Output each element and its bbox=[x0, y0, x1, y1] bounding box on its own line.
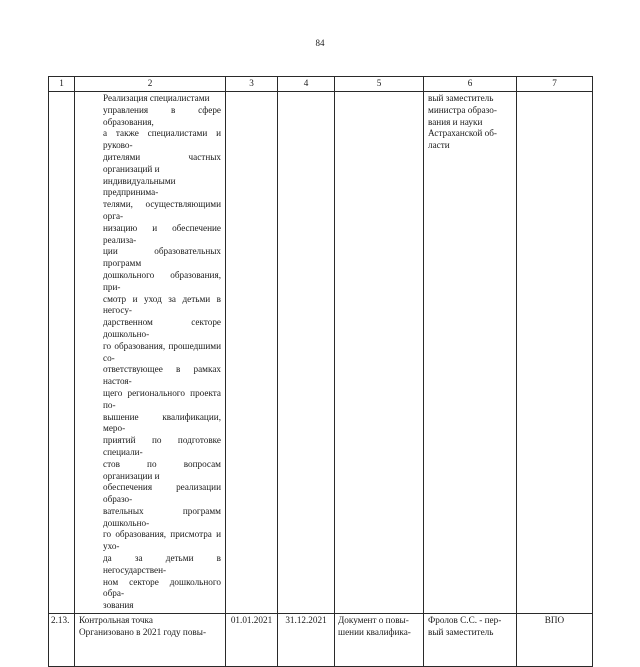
header-cell: 1 bbox=[49, 77, 75, 92]
text-line: обеспечения реализации образо- bbox=[103, 482, 221, 505]
text-line: вышение квалификации, меро- bbox=[103, 411, 221, 434]
row-description bbox=[75, 614, 226, 667]
row-number bbox=[49, 92, 75, 614]
text-line: Астраханской об- bbox=[428, 128, 497, 139]
text-line: телями, осуществляющими орга- bbox=[103, 199, 221, 221]
text-line: Реализация специалистами bbox=[103, 93, 210, 103]
plan-table bbox=[48, 76, 593, 667]
text-line: шении квалифика- bbox=[338, 626, 411, 637]
header-cell: 5 bbox=[335, 77, 424, 92]
text-line: Фролов С.С. - пер- bbox=[428, 615, 502, 626]
text-line: низацию и обеспечение реализа- bbox=[103, 222, 221, 245]
table-row bbox=[49, 614, 593, 667]
row-end-date: 31.12.2021 bbox=[278, 614, 335, 667]
text-line: вания и науки bbox=[428, 116, 483, 127]
row-number: 2.13. bbox=[49, 614, 75, 667]
page-number: 84 bbox=[315, 38, 325, 48]
text-line: зования bbox=[103, 600, 134, 611]
row-executor bbox=[424, 614, 517, 667]
text-line: а также специалистами и руково- bbox=[103, 128, 221, 151]
text-line: го образования, присмотра и ухо- bbox=[103, 529, 221, 552]
header-cell: 2 bbox=[75, 77, 226, 92]
text-line: управления в сфере образования, bbox=[103, 104, 221, 127]
row-result bbox=[335, 614, 424, 667]
header-cell: 7 bbox=[517, 77, 593, 92]
table-row bbox=[49, 92, 593, 614]
row-start-date bbox=[226, 92, 278, 614]
text-line: го образования, прошедшими со- bbox=[103, 340, 221, 363]
row-type bbox=[517, 92, 593, 614]
text-line: ответствующее в рамках настоя- bbox=[103, 364, 221, 387]
text-line: ласти bbox=[428, 140, 450, 151]
row-executor bbox=[424, 92, 517, 614]
text-line: Организовано в 2021 году повы- bbox=[79, 626, 207, 637]
text-line: вательных программ дошкольно- bbox=[103, 505, 221, 528]
text-line: вый заместитель bbox=[428, 93, 494, 103]
text-line: дошкольного образования, при- bbox=[103, 269, 221, 292]
row-start-date: 01.01.2021 bbox=[226, 614, 278, 667]
header-cell: 3 bbox=[226, 77, 278, 92]
header-cell: 4 bbox=[278, 77, 335, 92]
text-line: щего регионального проекта по- bbox=[103, 387, 221, 410]
row-description bbox=[75, 92, 226, 614]
row-type: ВПО bbox=[517, 614, 593, 667]
text-line: дарственном секторе дошкольно- bbox=[103, 317, 221, 339]
text-line: стов по вопросам организации и bbox=[103, 458, 221, 481]
header-row bbox=[49, 77, 593, 92]
text-line: министра образо- bbox=[428, 104, 497, 115]
row-end-date bbox=[278, 92, 335, 614]
header-cell: 6 bbox=[424, 77, 517, 92]
text-line: Документ о повы- bbox=[338, 615, 409, 626]
text-line: смотр и уход за детьми в негосу- bbox=[103, 293, 221, 316]
text-line: Контрольная точка bbox=[79, 615, 153, 626]
row-result bbox=[335, 92, 424, 614]
text-line: вый заместитель bbox=[428, 626, 494, 637]
text-line: да за детьми в негосударствен- bbox=[103, 553, 221, 575]
text-line: ции образовательных программ bbox=[103, 246, 221, 269]
text-line: ном секторе дошкольного обра- bbox=[103, 576, 221, 599]
text-line: дителями частных организаций и bbox=[103, 151, 221, 174]
text-line: индивидуальными предпринима- bbox=[103, 175, 176, 198]
text-line: приятий по подготовке специали- bbox=[103, 435, 221, 457]
